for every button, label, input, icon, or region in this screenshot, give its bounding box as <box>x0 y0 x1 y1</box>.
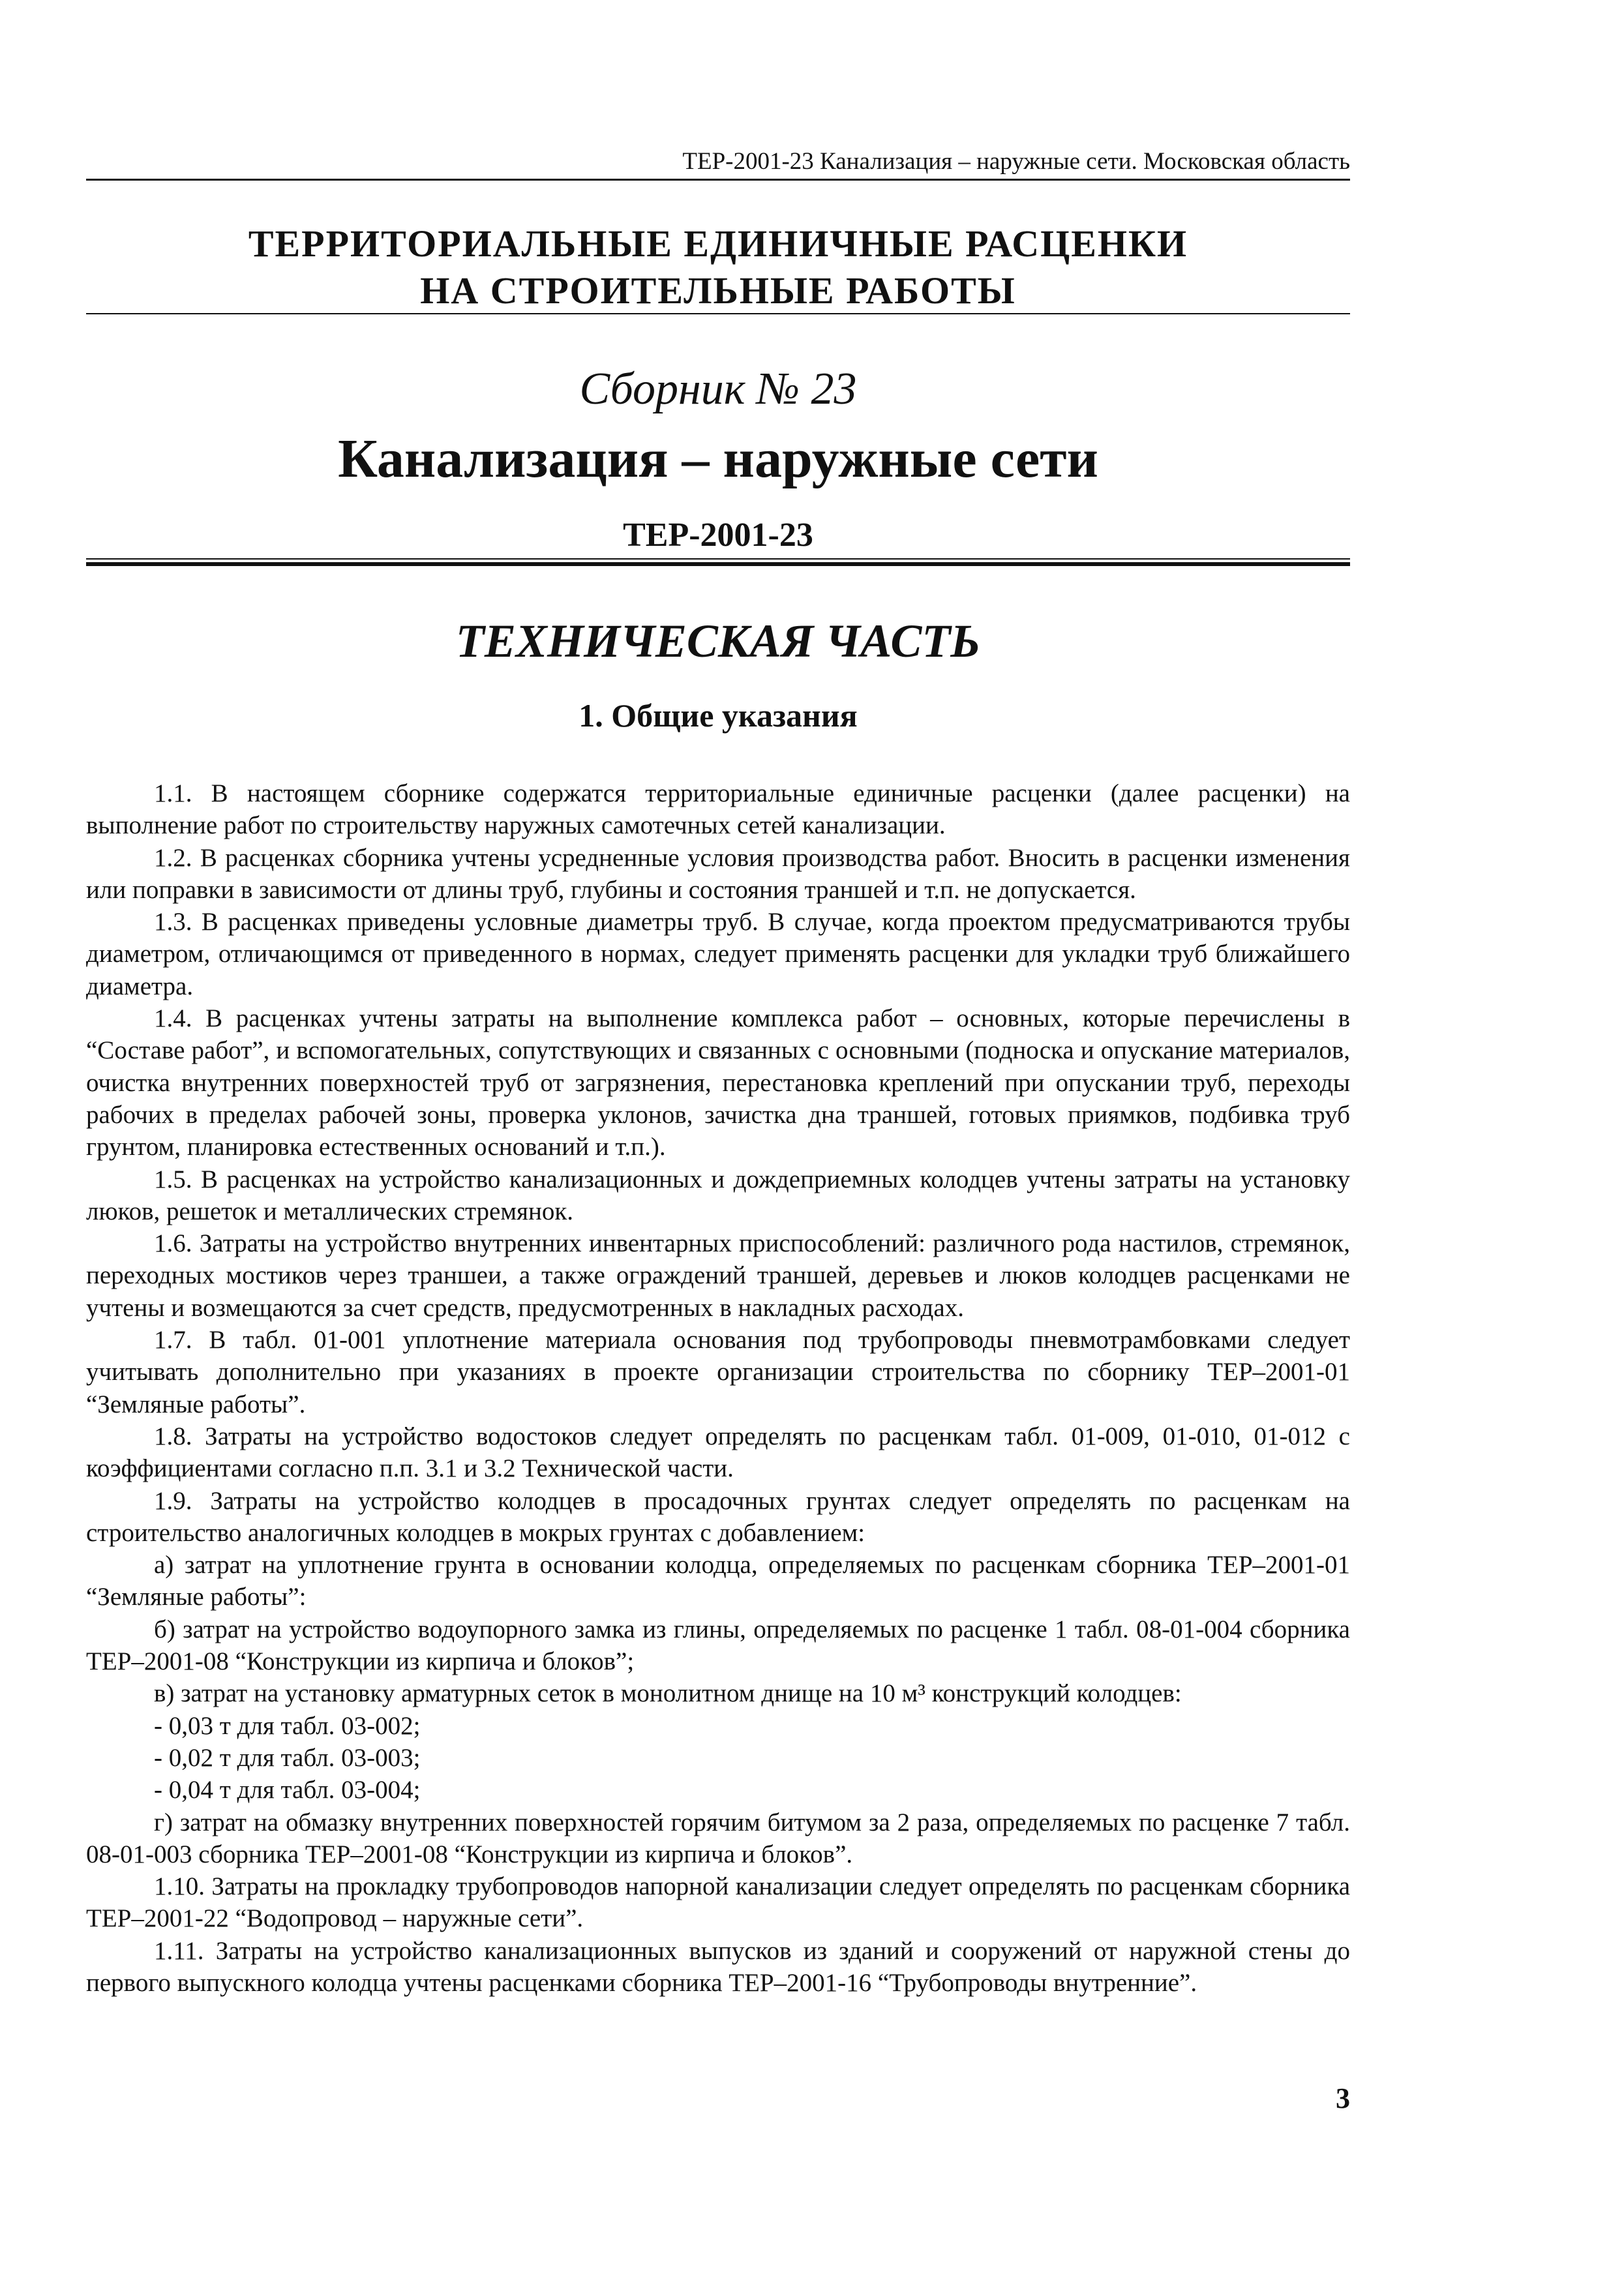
list-dash-item: - 0,03 т для табл. 03-002; <box>154 1711 421 1740</box>
part-title: ТЕХНИЧЕСКАЯ ЧАСТЬ <box>455 615 981 667</box>
paragraph-1-8: 1.8. Затраты на устройство водостоков следует определять по расценкам табл. 01-009, 01-010, 01-012 с коэффициентами согласно п.п. 3.1 и 3.2 Технической части. <box>86 1422 1350 1483</box>
code-divider-top <box>86 558 1350 560</box>
paragraph-1-4: 1.4. В расценках учтены затраты на выполнение комплекса работ – основных, которые перечислены в “Составе работ”, и вспомогательных, сопутствующих и связанных с основными (подноска и опускание материалов, очистка внутренних поверхностей труб от загрязнения, перестановка креплений при опускании труб, переходы рабочих в пределах рабочей зоны, проверка уклонов, зачистка дна траншей, готовых приямков, подбивка труб грунтом, планировка естественных оснований и т.п.). <box>86 1004 1350 1161</box>
paragraph-1-9: 1.9. Затраты на устройство колодцев в просадочных грунтах следует определять по расценкам на строительство аналогичных колодцев в мокрых грунтах с добавлением: <box>86 1486 1350 1547</box>
collection-title: Канализация – наружные сети <box>338 428 1098 489</box>
running-header-text: ТЕР-2001-23 Канализация – наружные сети. Московская область <box>682 148 1350 175</box>
collection-number: Сборник № 23 <box>579 364 857 414</box>
org-title-line-1: ТЕРРИТОРИАЛЬНЫЕ ЕДИНИЧНЫЕ РАСЦЕНКИ <box>248 222 1188 265</box>
paragraph-1-2: 1.2. В расценках сборника учтены усредненные условия производства работ. Вносить в расценки изменения или поправки в зависимости от длины труб, глубины и состояния траншей и т.п. не допускается. <box>86 843 1350 904</box>
list-item-d: г) затрат на обмазку внутренних поверхностей горячим битумом за 2 раза, определяемых по расценке 7 табл. 08-01-003 сборника ТЕР–2001-08 “Конструкции из кирпича и блоков”. <box>86 1808 1350 1868</box>
paragraph-1-1: 1.1. В настоящем сборнике содержатся территориальные единичные расценки (далее расценки) на выполнение работ по строительству наружных самотечных сетей канализации. <box>86 779 1350 840</box>
code-divider-bottom <box>86 562 1350 566</box>
running-header <box>86 145 1350 181</box>
paragraph-1-11: 1.11. Затраты на устройство канализационных выпусков из зданий и сооружений от наружной стены до первого выпускного колодца учтены расценками сборника ТЕР–2001-16 “Трубопроводы внутренние”. <box>86 1936 1350 1997</box>
list-item-b: б) затрат на устройство водоупорного замка из глины, определяемых по расценке 1 табл. 08-01-004 сборника ТЕР–2001-08 “Конструкции из кирпича и блоков”; <box>86 1615 1350 1676</box>
paragraph-1-10: 1.10. Затраты на прокладку трубопроводов напорной канализации следует определять по расценкам сборника ТЕР–2001-22 “Водопровод – наружные сети”. <box>86 1872 1350 1933</box>
org-title-line-2: НА СТРОИТЕЛЬНЫЕ РАБОТЫ <box>420 269 1016 312</box>
section-title: 1. Общие указания <box>579 697 858 734</box>
paragraph-1-6: 1.6. Затраты на устройство внутренних инвентарных приспособлений: различного рода настилов, стремянок, переходных мостиков через траншеи, а также ограждений траншей, деревьев и люков колодцев расценками не учтены и возмещаются за счет средств, предусмотренных в накладных расходах. <box>86 1229 1350 1322</box>
list-dash-item: - 0,04 т для табл. 03-004; <box>154 1776 421 1804</box>
document-org-title <box>86 220 1350 314</box>
paragraph-1-7: 1.7. В табл. 01-001 уплотнение материала основания под трубопроводы пневмотрамбовками следует учитывать дополнительно при указаниях в проекте организации строительства по сборнику ТЕР–2001-01 “Земляные работы”. <box>86 1326 1350 1418</box>
paragraph-1-5: 1.5. В расценках на устройство канализационных и дождеприемных колодцев учтены затраты на установку люков, решеток и металлических стремянок. <box>86 1165 1350 1225</box>
title-divider <box>86 313 1350 314</box>
body-text <box>86 777 1350 1999</box>
document-code: ТЕР-2001-23 <box>623 517 813 554</box>
paragraph-1-3: 1.3. В расценках приведены условные диаметры труб. В случае, когда проектом предусматриваются трубы диаметром, отличающимся от приведенного в нормах, следует применять расценки для укладки труб ближайшего диаметра. <box>86 908 1350 1000</box>
list-item-c: в) затрат на установку арматурных сеток в монолитном днище на 10 м³ конструкций колодцев: <box>154 1679 1182 1708</box>
list-dash-item: - 0,02 т для табл. 03-003; <box>154 1743 421 1772</box>
page-number: 3 <box>1336 2082 1350 2114</box>
list-item-a: а) затрат на уплотнение грунта в основании колодца, определяемых по расценкам сборника ТЕР–2001-01 “Земляные работы”: <box>86 1551 1350 1611</box>
